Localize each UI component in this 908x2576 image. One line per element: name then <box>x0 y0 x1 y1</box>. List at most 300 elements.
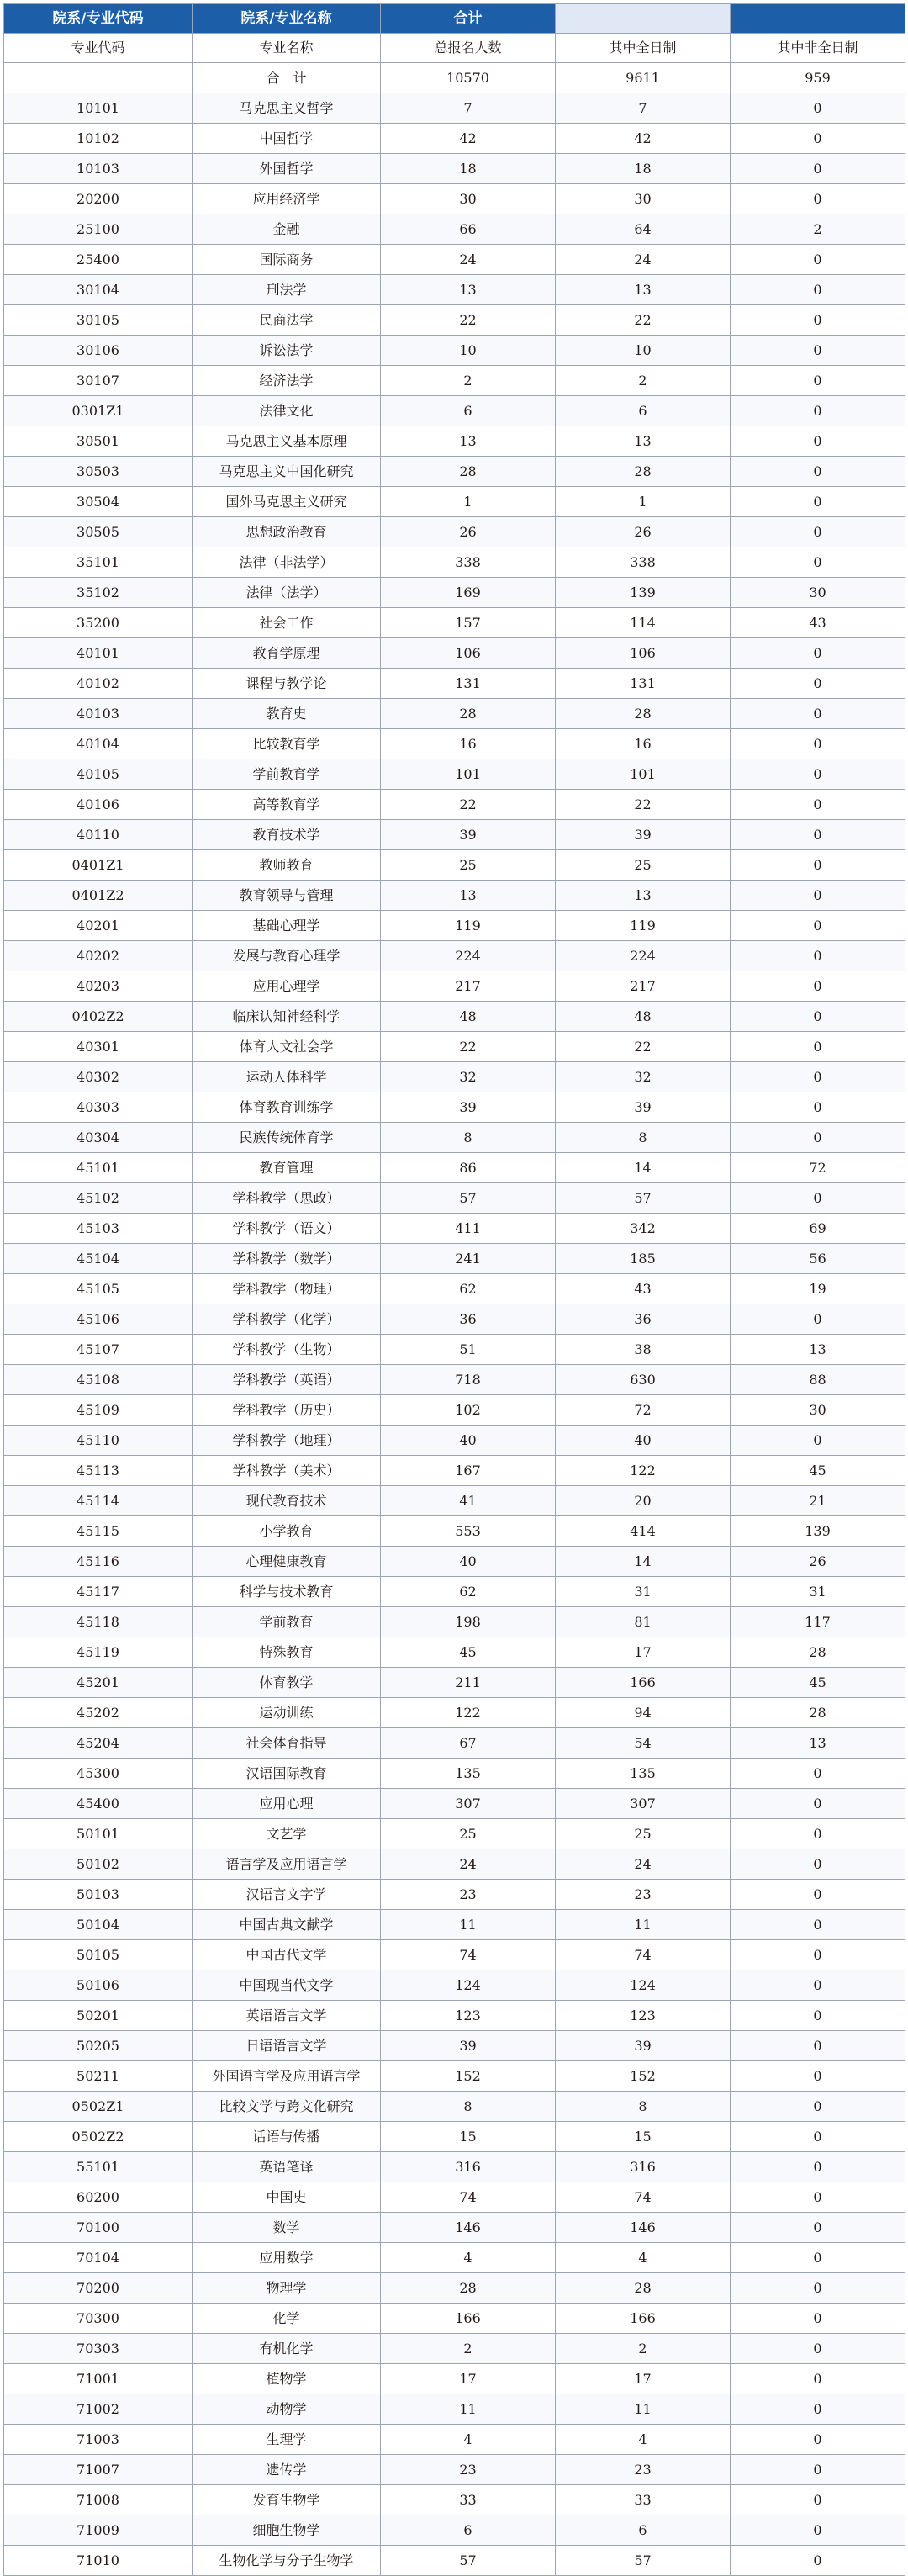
cell-total: 167 <box>381 1456 556 1486</box>
cell-parttime: 0 <box>731 1032 905 1062</box>
cell-fulltime: 33 <box>556 2485 731 2515</box>
cell-name: 基础心理学 <box>193 911 381 941</box>
table-row <box>4 2182 905 2213</box>
cell-parttime: 0 <box>731 1123 905 1153</box>
table-row <box>4 2485 905 2515</box>
cell-parttime: 0 <box>731 336 905 366</box>
table-row <box>4 1214 905 1244</box>
cell-parttime: 0 <box>731 850 905 881</box>
cell-parttime: 31 <box>731 1577 905 1607</box>
cell-fulltime: 43 <box>556 1274 731 1304</box>
table-row <box>4 2394 905 2425</box>
cell-parttime: 0 <box>731 154 905 184</box>
cell-fulltime: 39 <box>556 2031 731 2061</box>
cell-fulltime: 81 <box>556 1607 731 1637</box>
cell-fulltime: 8 <box>556 2092 731 2122</box>
table-row <box>4 487 905 517</box>
cell-fulltime: 338 <box>556 547 731 578</box>
cell-parttime: 0 <box>731 1880 905 1910</box>
cell-total: 51 <box>381 1335 556 1365</box>
cell-total: 224 <box>381 941 556 971</box>
cell-fulltime: 57 <box>556 1183 731 1214</box>
cell-parttime: 0 <box>731 245 905 275</box>
cell-name: 生理学 <box>193 2425 381 2455</box>
cell-parttime: 0 <box>731 275 905 305</box>
cell-total: 17 <box>381 2364 556 2394</box>
cell-code: 71002 <box>4 2394 193 2425</box>
cell-fulltime: 307 <box>556 1789 731 1819</box>
cell-fulltime: 15 <box>556 2122 731 2152</box>
table-row <box>4 2092 905 2122</box>
cell-fulltime: 28 <box>556 699 731 729</box>
cell-fulltime: 316 <box>556 2152 731 2182</box>
cell-name: 语言学及应用语言学 <box>193 1849 381 1880</box>
table-row <box>4 941 905 971</box>
cell-name: 心理健康教育 <box>193 1547 381 1577</box>
cell-code: 30504 <box>4 487 193 517</box>
cell-code: 30104 <box>4 275 193 305</box>
cell-fulltime: 42 <box>556 124 731 154</box>
cell-name: 运动训练 <box>193 1698 381 1728</box>
cell-total: 16 <box>381 729 556 759</box>
cell-parttime: 0 <box>731 2364 905 2394</box>
cell-name: 体育教育训练学 <box>193 1092 381 1123</box>
cell-name: 外国哲学 <box>193 154 381 184</box>
cell-name: 应用数学 <box>193 2243 381 2273</box>
cell-fulltime: 13 <box>556 275 731 305</box>
cell-name: 英语语言文学 <box>193 2001 381 2031</box>
cell-total: 13 <box>381 881 556 911</box>
cell-code: 50101 <box>4 1819 193 1849</box>
cell-fulltime: 10 <box>556 336 731 366</box>
table-row <box>4 1032 905 1062</box>
cell-total: 106 <box>381 638 556 669</box>
header-dept-code: 院系/专业代码 <box>4 4 193 34</box>
table-row <box>4 1426 905 1456</box>
cell-name: 生物化学与分子生物学 <box>193 2546 381 2576</box>
cell-parttime: 28 <box>731 1698 905 1728</box>
cell-fulltime: 24 <box>556 1849 731 1880</box>
cell-name: 教师教育 <box>193 850 381 881</box>
table-row <box>4 1789 905 1819</box>
table-row <box>4 93 905 124</box>
cell-total: 22 <box>381 1032 556 1062</box>
table-row <box>4 1547 905 1577</box>
cell-total: 22 <box>381 790 556 820</box>
cell-parttime: 0 <box>731 820 905 850</box>
cell-code: 45109 <box>4 1395 193 1426</box>
cell-parttime: 0 <box>731 1062 905 1092</box>
cell-total: 2 <box>381 2334 556 2364</box>
cell-code: 50104 <box>4 1910 193 1940</box>
cell-code: 10103 <box>4 154 193 184</box>
cell-fulltime: 14 <box>556 1547 731 1577</box>
cell-parttime: 0 <box>731 729 905 759</box>
table-row <box>4 1819 905 1849</box>
cell-fulltime: 123 <box>556 2001 731 2031</box>
table-row <box>4 2213 905 2243</box>
cell-code: 0401Z2 <box>4 881 193 911</box>
cell-total: 119 <box>381 911 556 941</box>
cell-code: 40103 <box>4 699 193 729</box>
cell-fulltime: 11 <box>556 1910 731 1940</box>
cell-fulltime: 106 <box>556 638 731 669</box>
cell-code: 60200 <box>4 2182 193 2213</box>
cell-code: 50105 <box>4 1940 193 1970</box>
cell-fulltime: 2 <box>556 2334 731 2364</box>
cell-code: 70303 <box>4 2334 193 2364</box>
cell-name: 法律（法学） <box>193 578 381 608</box>
cell-parttime: 0 <box>731 1940 905 1970</box>
cell-code: 50106 <box>4 1970 193 2001</box>
cell-code: 45107 <box>4 1335 193 1365</box>
table-body <box>4 63 905 2576</box>
cell-parttime: 0 <box>731 1426 905 1456</box>
cell-fulltime: 124 <box>556 1970 731 2001</box>
cell-parttime: 0 <box>731 2334 905 2364</box>
cell-name: 科学与技术教育 <box>193 1577 381 1607</box>
table-row <box>4 2031 905 2061</box>
table-row <box>4 759 905 790</box>
table-row <box>4 1365 905 1395</box>
cell-code: 45106 <box>4 1304 193 1335</box>
table-row <box>4 1092 905 1123</box>
cell-code: 25100 <box>4 214 193 245</box>
cell-total: 57 <box>381 1183 556 1214</box>
cell-parttime: 0 <box>731 1910 905 1940</box>
cell-fulltime: 6 <box>556 396 731 426</box>
cell-fulltime: 22 <box>556 305 731 336</box>
cell-total: 2 <box>381 366 556 396</box>
cell-code: 40301 <box>4 1032 193 1062</box>
table-row <box>4 1849 905 1880</box>
cell-parttime: 0 <box>731 1183 905 1214</box>
cell-code: 71001 <box>4 2364 193 2394</box>
table-row <box>4 2334 905 2364</box>
cell-code: 40101 <box>4 638 193 669</box>
cell-total: 74 <box>381 2182 556 2213</box>
cell-fulltime: 414 <box>556 1516 731 1547</box>
cell-code: 45201 <box>4 1668 193 1698</box>
table-row <box>4 214 905 245</box>
cell-total: 62 <box>381 1577 556 1607</box>
cell-name: 学科教学（美术） <box>193 1456 381 1486</box>
cell-code: 45118 <box>4 1607 193 1637</box>
subheader-total: 总报名人数 <box>381 34 556 63</box>
cell-fulltime: 57 <box>556 2546 731 2576</box>
cell-name: 国际商务 <box>193 245 381 275</box>
cell-fulltime: 64 <box>556 214 731 245</box>
table-row <box>4 1940 905 1970</box>
cell-total: 241 <box>381 1244 556 1274</box>
cell-parttime: 21 <box>731 1486 905 1516</box>
cell-name: 应用经济学 <box>193 184 381 214</box>
cell-code: 10101 <box>4 93 193 124</box>
table-row <box>4 1153 905 1183</box>
cell-parttime: 0 <box>731 2515 905 2546</box>
cell-name: 国外马克思主义研究 <box>193 487 381 517</box>
cell-fulltime: 101 <box>556 759 731 790</box>
cell-parttime: 0 <box>731 517 905 547</box>
cell-code: 30503 <box>4 457 193 487</box>
cell-parttime: 2 <box>731 214 905 245</box>
table-row <box>4 971 905 1002</box>
header-dept-name: 院系/专业名称 <box>193 4 381 34</box>
cell-total: 135 <box>381 1759 556 1789</box>
cell-code: 40302 <box>4 1062 193 1092</box>
cell-total: 411 <box>381 1214 556 1244</box>
cell-total: 166 <box>381 2304 556 2334</box>
cell-parttime: 13 <box>731 1728 905 1759</box>
cell-name: 金融 <box>193 214 381 245</box>
cell-parttime: 0 <box>731 790 905 820</box>
table-row <box>4 2001 905 2031</box>
table-row <box>4 820 905 850</box>
table-row <box>4 2152 905 2182</box>
table-row <box>4 517 905 547</box>
cell-parttime: 0 <box>731 547 905 578</box>
cell-total: 48 <box>381 1002 556 1032</box>
cell-code: 30107 <box>4 366 193 396</box>
cell-parttime: 0 <box>731 881 905 911</box>
cell-name: 动物学 <box>193 2394 381 2425</box>
cell-name: 诉讼法学 <box>193 336 381 366</box>
cell-name: 社会工作 <box>193 608 381 638</box>
cell-fulltime: 17 <box>556 1637 731 1668</box>
cell-fulltime: 40 <box>556 1426 731 1456</box>
cell-name: 教育管理 <box>193 1153 381 1183</box>
cell-parttime: 0 <box>731 2243 905 2273</box>
cell-total: 316 <box>381 2152 556 2182</box>
cell-total: 42 <box>381 124 556 154</box>
table-row <box>4 275 905 305</box>
cell-total: 33 <box>381 2485 556 2515</box>
cell-fulltime: 8 <box>556 1123 731 1153</box>
cell-parttime: 0 <box>731 2122 905 2152</box>
cell-fulltime: 39 <box>556 820 731 850</box>
cell-total: 718 <box>381 1365 556 1395</box>
cell-name: 植物学 <box>193 2364 381 2394</box>
table-row <box>4 911 905 941</box>
table-row <box>4 578 905 608</box>
cell-fulltime: 16 <box>556 729 731 759</box>
cell-code: 55101 <box>4 2152 193 2182</box>
cell-fulltime: 25 <box>556 850 731 881</box>
cell-name: 教育史 <box>193 699 381 729</box>
cell-total: 36 <box>381 1304 556 1335</box>
table-row <box>4 729 905 759</box>
cell-code: 71007 <box>4 2455 193 2485</box>
cell-name: 汉语言文字学 <box>193 1880 381 1910</box>
cell-code: 50103 <box>4 1880 193 1910</box>
cell-fulltime: 31 <box>556 1577 731 1607</box>
cell-parttime: 19 <box>731 1274 905 1304</box>
cell-fulltime: 7 <box>556 93 731 124</box>
cell-code: 30505 <box>4 517 193 547</box>
cell-code: 45202 <box>4 1698 193 1728</box>
cell-name: 学科教学（数学） <box>193 1244 381 1274</box>
cell-total: 6 <box>381 2515 556 2546</box>
cell-code: 0502Z1 <box>4 2092 193 2122</box>
cell-parttime: 0 <box>731 426 905 457</box>
table-row <box>4 124 905 154</box>
cell-fulltime: 139 <box>556 578 731 608</box>
cell-parttime: 45 <box>731 1456 905 1486</box>
cell-parttime: 0 <box>731 2455 905 2485</box>
cell-name: 有机化学 <box>193 2334 381 2364</box>
table-row <box>4 2273 905 2304</box>
table-row <box>4 1880 905 1910</box>
cell-parttime: 0 <box>731 93 905 124</box>
cell-total: 25 <box>381 1819 556 1849</box>
cell-name: 中国古代文学 <box>193 1940 381 1970</box>
cell-name: 遗传学 <box>193 2455 381 2485</box>
cell-name: 马克思主义基本原理 <box>193 426 381 457</box>
total-row <box>4 63 905 93</box>
table-row <box>4 426 905 457</box>
cell-fulltime: 152 <box>556 2061 731 2092</box>
table-row <box>4 2243 905 2273</box>
cell-total: 11 <box>381 2394 556 2425</box>
cell-parttime: 0 <box>731 2273 905 2304</box>
cell-fulltime: 1 <box>556 487 731 517</box>
cell-code: 40201 <box>4 911 193 941</box>
cell-name: 日语语言文学 <box>193 2031 381 2061</box>
cell-parttime: 0 <box>731 124 905 154</box>
cell-fulltime: 30 <box>556 184 731 214</box>
cell-name: 运动人体科学 <box>193 1062 381 1092</box>
cell-parttime: 139 <box>731 1516 905 1547</box>
cell-parttime: 26 <box>731 1547 905 1577</box>
cell-name: 学科教学（思政） <box>193 1183 381 1214</box>
cell-code: 45114 <box>4 1486 193 1516</box>
cell-code: 71009 <box>4 2515 193 2546</box>
table-row <box>4 1183 905 1214</box>
cell-fulltime: 74 <box>556 2182 731 2213</box>
cell-name: 现代教育技术 <box>193 1486 381 1516</box>
cell-fulltime: 114 <box>556 608 731 638</box>
cell-code: 10102 <box>4 124 193 154</box>
cell-code: 45115 <box>4 1516 193 1547</box>
cell-total: 26 <box>381 517 556 547</box>
cell-parttime: 0 <box>731 2001 905 2031</box>
cell-code: 45108 <box>4 1365 193 1395</box>
cell-code: 45116 <box>4 1547 193 1577</box>
cell-name: 临床认知神经科学 <box>193 1002 381 1032</box>
cell-name: 民族传统体育学 <box>193 1123 381 1153</box>
cell-parttime: 0 <box>731 2425 905 2455</box>
cell-total: 86 <box>381 1153 556 1183</box>
cell-name: 小学教育 <box>193 1516 381 1547</box>
table-row <box>4 547 905 578</box>
table-row <box>4 1274 905 1304</box>
cell-name: 法律文化 <box>193 396 381 426</box>
cell-code: 50211 <box>4 2061 193 2092</box>
cell-total: 28 <box>381 699 556 729</box>
cell-parttime: 0 <box>731 2213 905 2243</box>
cell-fulltime: 2 <box>556 366 731 396</box>
cell-fulltime: 185 <box>556 1244 731 1274</box>
cell-parttime: 13 <box>731 1335 905 1365</box>
table-row <box>4 2122 905 2152</box>
cell-total: 40 <box>381 1547 556 1577</box>
subheader-code: 专业代码 <box>4 34 193 63</box>
cell-code: 25400 <box>4 245 193 275</box>
subheader-row <box>4 34 905 63</box>
header-blank-2 <box>731 4 905 34</box>
cell-code: 70200 <box>4 2273 193 2304</box>
cell-parttime: 0 <box>731 2546 905 2576</box>
table-row <box>4 1456 905 1486</box>
header-blank-1 <box>556 4 731 34</box>
table-row <box>4 336 905 366</box>
cell-parttime: 0 <box>731 2031 905 2061</box>
table-row <box>4 2061 905 2092</box>
cell-fulltime: 135 <box>556 1759 731 1789</box>
cell-parttime: 0 <box>731 366 905 396</box>
subheader-parttime: 其中非全日制 <box>731 34 905 63</box>
cell-total: 101 <box>381 759 556 790</box>
table-row <box>4 396 905 426</box>
cell-total: 124 <box>381 1970 556 2001</box>
cell-name: 细胞生物学 <box>193 2515 381 2546</box>
cell-code: 70100 <box>4 2213 193 2243</box>
cell-name: 比较文学与跨文化研究 <box>193 2092 381 2122</box>
cell-total: 131 <box>381 669 556 699</box>
cell-total: 4 <box>381 2243 556 2273</box>
cell-code: 45104 <box>4 1244 193 1274</box>
cell-parttime: 0 <box>731 699 905 729</box>
cell-code: 40202 <box>4 941 193 971</box>
cell-name: 教育学原理 <box>193 638 381 669</box>
cell-name: 马克思主义中国化研究 <box>193 457 381 487</box>
cell-name: 学科教学（语文） <box>193 1214 381 1244</box>
cell-total: 15 <box>381 2122 556 2152</box>
cell-total: 57 <box>381 2546 556 2576</box>
cell-name: 学前教育学 <box>193 759 381 790</box>
cell-name: 中国古典文献学 <box>193 1910 381 1940</box>
cell-parttime: 0 <box>731 1789 905 1819</box>
total-parttime: 959 <box>731 63 905 93</box>
cell-code: 30106 <box>4 336 193 366</box>
cell-parttime: 72 <box>731 1153 905 1183</box>
cell-fulltime: 217 <box>556 971 731 1002</box>
cell-total: 30 <box>381 184 556 214</box>
cell-total: 8 <box>381 1123 556 1153</box>
cell-fulltime: 18 <box>556 154 731 184</box>
table-row <box>4 1486 905 1516</box>
cell-name: 学科教学（化学） <box>193 1304 381 1335</box>
cell-name: 民商法学 <box>193 305 381 336</box>
cell-name: 学科教学（生物） <box>193 1335 381 1365</box>
cell-total: 45 <box>381 1637 556 1668</box>
table-row <box>4 850 905 881</box>
table-row <box>4 1577 905 1607</box>
cell-code: 40106 <box>4 790 193 820</box>
cell-name: 课程与教学论 <box>193 669 381 699</box>
cell-parttime: 0 <box>731 1819 905 1849</box>
cell-total: 10 <box>381 336 556 366</box>
cell-name: 特殊教育 <box>193 1637 381 1668</box>
table-row <box>4 2304 905 2334</box>
table-row <box>4 184 905 214</box>
cell-parttime: 0 <box>731 1970 905 2001</box>
table-row <box>4 790 905 820</box>
cell-parttime: 0 <box>731 2152 905 2182</box>
cell-name: 刑法学 <box>193 275 381 305</box>
cell-total: 25 <box>381 850 556 881</box>
cell-parttime: 0 <box>731 457 905 487</box>
